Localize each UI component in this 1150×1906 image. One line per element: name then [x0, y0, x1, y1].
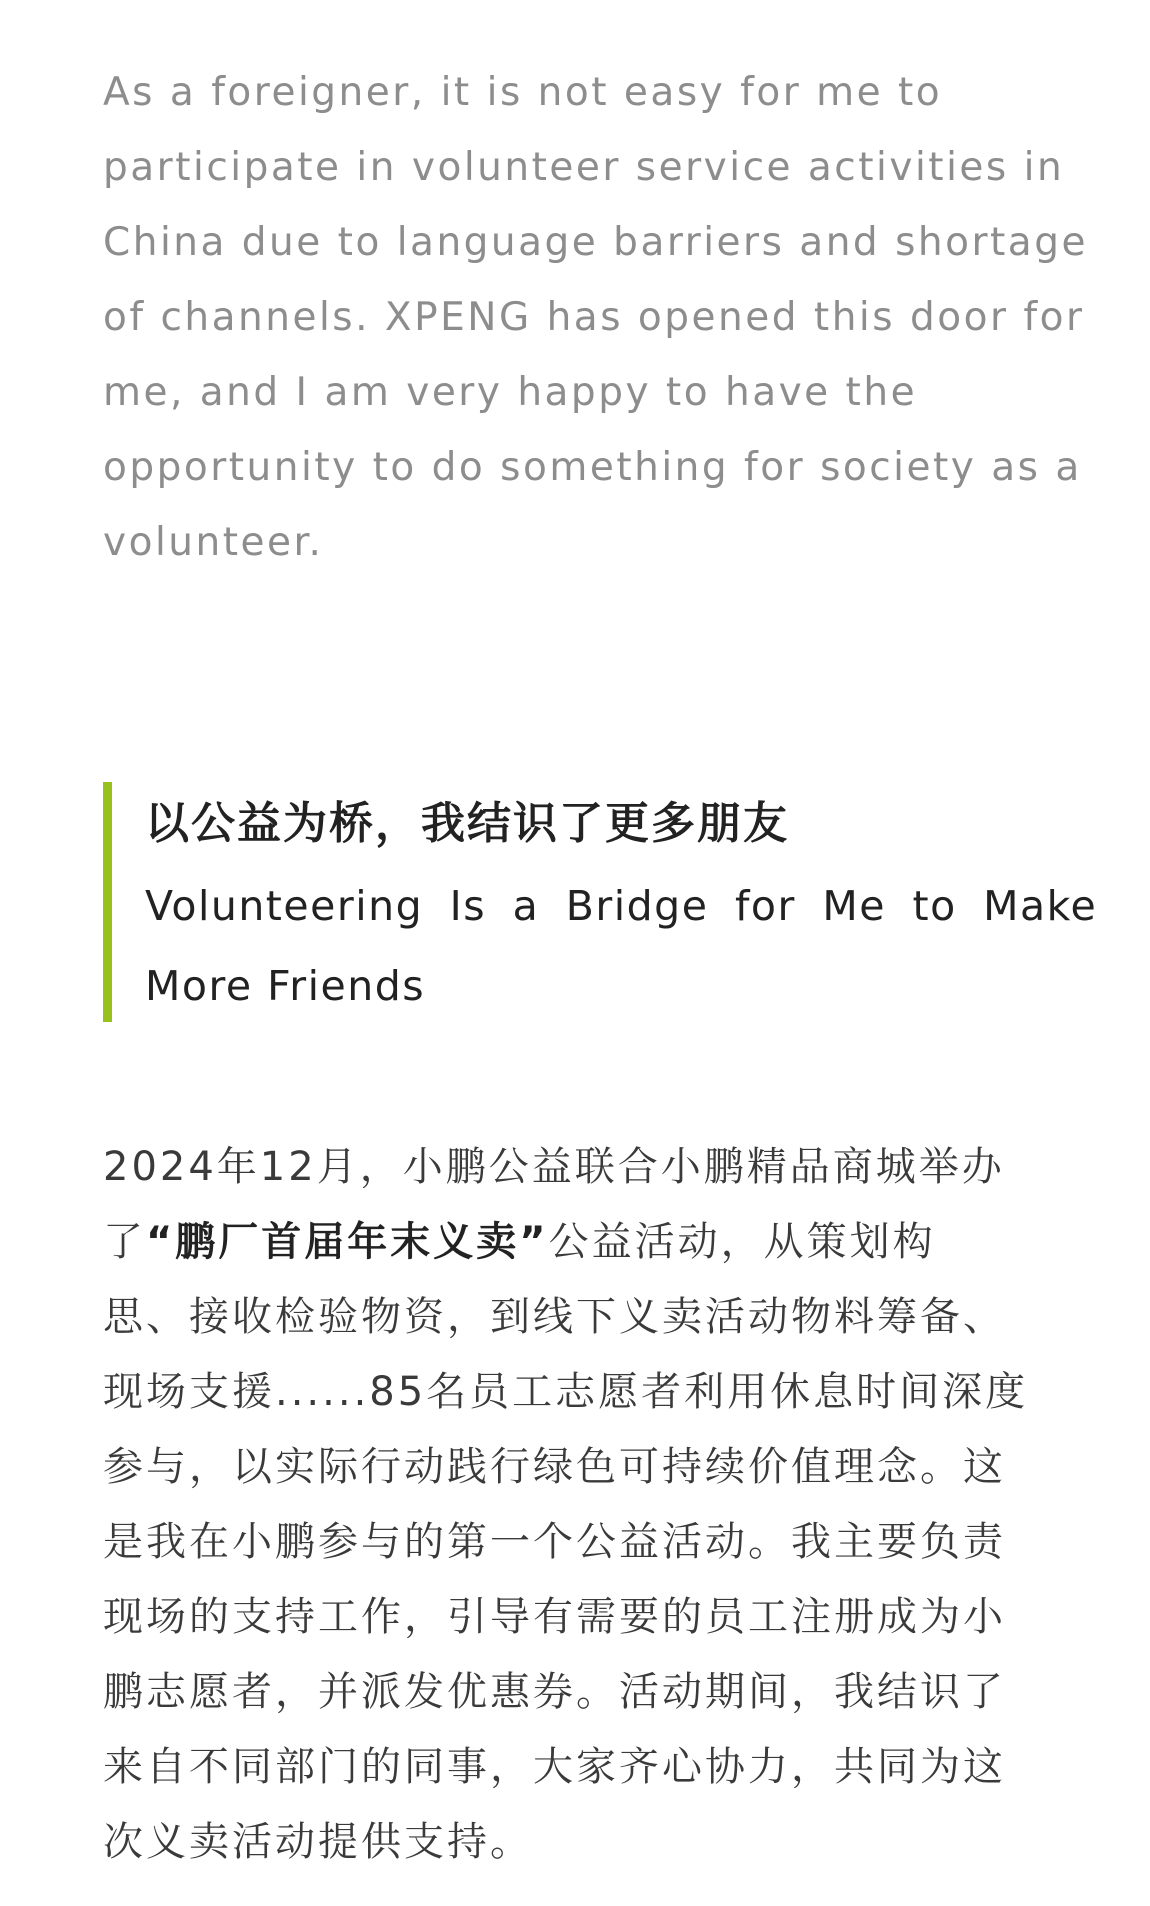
- body-line: 2024年12月，小鹏公益联合小鹏精品商城举办: [103, 1144, 1005, 1190]
- section-title-en-line: Volunteering Is a Bridge for Me to Make: [145, 882, 1098, 930]
- intro-line: participate in volunteer service activities in: [103, 145, 1065, 190]
- intro-line: China due to language barriers and shortage: [103, 220, 1088, 265]
- intro-line: As a foreigner, it is not easy for me to: [103, 70, 943, 115]
- intro-line: opportunity to do something for society as a: [103, 445, 1082, 490]
- section-title-cn: 以公益为桥，我结识了更多朋友: [145, 798, 789, 849]
- body-text: 公益活动，从策划构: [548, 1219, 936, 1265]
- intro-paragraph-en: [103, 55, 1088, 580]
- body-line: 鹏志愿者，并派发优惠券。活动期间，我结识了: [103, 1669, 1006, 1715]
- event-name-bold: “鹏厂首届年末义卖”: [146, 1219, 549, 1265]
- section-title-en-line: More Friends: [145, 962, 426, 1010]
- intro-line: of channels. XPENG has opened this door for: [103, 295, 1085, 340]
- intro-line: me, and I am very happy to have the: [103, 370, 918, 415]
- body-paragraph-cn: [103, 1130, 1063, 1880]
- body-line: 思、接收检验物资，到线下义卖活动物料筹备、: [103, 1294, 1006, 1340]
- intro-line: volunteer.: [103, 520, 324, 565]
- body-line: 现场的支持工作，引导有需要的员工注册成为小: [103, 1594, 1006, 1640]
- body-line: 来自不同部门的同事，大家齐心协力，共同为这: [103, 1744, 1006, 1790]
- body-line: 是我在小鹏参与的第一个公益活动。我主要负责: [103, 1519, 1006, 1565]
- body-line: 次义卖活动提供支持。: [103, 1819, 533, 1865]
- section-heading: [103, 782, 1098, 1022]
- body-text: 了: [103, 1219, 146, 1265]
- section-title-en: [145, 866, 1098, 1026]
- body-line: [103, 1205, 1063, 1280]
- heading-accent-bar: [103, 782, 112, 1022]
- body-line: 参与，以实际行动践行绿色可持续价值理念。这: [103, 1444, 1006, 1490]
- body-line: 现场支援......85名员工志愿者利用休息时间深度: [103, 1369, 1029, 1415]
